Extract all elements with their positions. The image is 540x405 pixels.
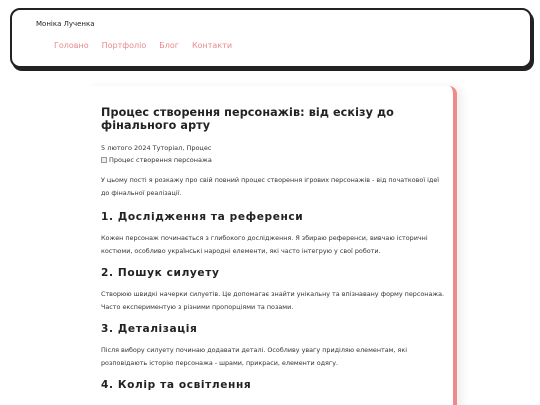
site-header (10, 8, 532, 68)
post-image-alt: Процес створення персонажа (109, 156, 212, 164)
blog-post-content (101, 106, 446, 391)
section-heading: 1. Дослідження та референси (101, 211, 304, 223)
post-title: Процес створення персонажів: від ескізу до фінального арту (101, 106, 394, 132)
nav-link-home[interactable]: Головно (54, 41, 89, 50)
section-text: Після вибору силуету починаю додавати деталі. Особливу увагу приділяю елементам, які розповідають історію персонажа - шрами, прикраси, елементи одягу. (101, 346, 408, 367)
nav-link-contacts[interactable]: Контакти (191, 41, 233, 50)
site-name[interactable]: Моніка Лученка (36, 20, 95, 28)
section-text: Створюю швидкі начерки силуетів. Це допомагає знайти унікальну та впізнавану форму персонажа. Часто експериментую з різними пропорціями та позами. (101, 290, 445, 311)
section-heading: 2. Пошук силуету (101, 267, 220, 279)
section-heading: 3. Деталізація (101, 323, 198, 335)
section-text: Кожен персонаж починається з глибокого дослідження. Я збираю референси, вивчаю історичні костюми, особливо українські народні елементи, які часто інтегрую у свої роботи. (101, 234, 428, 255)
section-heading: 4. Колір та освітлення (101, 379, 252, 391)
post-image (101, 156, 446, 164)
broken-image-icon (101, 157, 107, 163)
post-meta: 5 лютого 2024 Туторіал, Процес (101, 144, 212, 152)
blog-post (85, 86, 457, 405)
nav-link-blog[interactable]: Блог (159, 41, 179, 50)
nav-link-portfolio[interactable]: Портфоліо (101, 41, 147, 50)
post-intro: У цьому пості я розкажу про свій повний процес створення ігрових персонажів - від початкової ідеї до фінальної реалізації. (101, 176, 440, 197)
main-nav (54, 41, 232, 50)
